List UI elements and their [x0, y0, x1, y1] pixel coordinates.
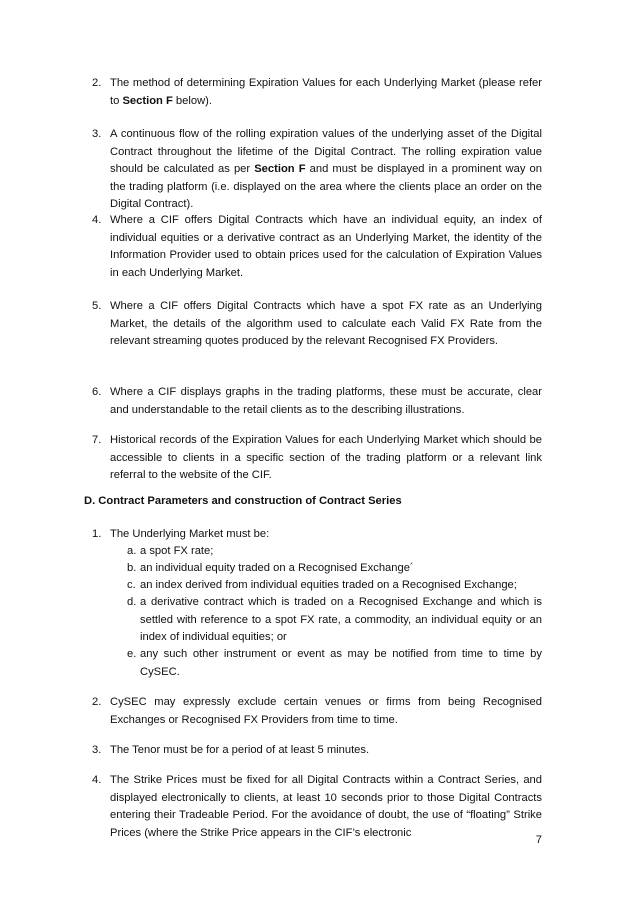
text-run: The Tenor must be for a period of at least 5 minutes. [110, 744, 370, 756]
item-text [110, 432, 542, 485]
section-heading: D. Contract Parameters and construction of Contract Series [84, 495, 402, 507]
text-run: The Strike Prices must be fixed for all Digital Contracts within a Contract Series, and displayed electronically to clients, at least 10 seconds prior to those Digital Contracts entering their Tradeable Period. For the avoidance of doubt, the use of “floating” Strike Prices (where the Strike Price appears in the CIF’s electronic [110, 774, 542, 839]
sub-item-text: an index derived from individual equities traded on a Recognised Exchange; [140, 579, 517, 591]
item-text [110, 75, 542, 110]
sub-item [127, 577, 542, 595]
list-item [92, 126, 542, 214]
text-run: Where a CIF offers Digital Contracts which have a spot FX rate as an Underlying Market, the details of the algorithm used to calculate each Valid FX Rate from the relevant streaming quotes produced by the relevant Recognised FX Providers. [110, 300, 542, 347]
item-text [110, 212, 542, 282]
list-item [92, 694, 542, 729]
item-text [110, 126, 542, 214]
bold-reference: Section F [254, 163, 306, 175]
item-number: 5. [92, 300, 102, 312]
text-run: CySEC may expressly exclude certain venues or firms from being Recognised Exchanges or Recognised FX Providers from time to time. [110, 696, 542, 726]
text-run: Where a CIF offers Digital Contracts which have an individual equity, an index of individual equities or a derivative contract as an Underlying Market, the identity of the Information Provider used to obtain prices used for the calculation of Expiration Values in each Underlying Market. [110, 214, 542, 279]
page-number: 7 [535, 834, 542, 846]
sub-item-label: d. [127, 596, 137, 608]
sub-item-text: an individual equity traded on a Recognised Exchange´ [140, 562, 414, 574]
item-number: 1. [92, 528, 102, 540]
list-item [92, 742, 542, 760]
sub-item-text: a spot FX rate; [140, 545, 214, 557]
list-item [92, 772, 542, 842]
list-item [92, 384, 542, 419]
item-number: 3. [92, 744, 102, 756]
sub-item [127, 543, 542, 561]
sub-item-label: c. [127, 579, 136, 591]
list-item [92, 432, 542, 485]
item-text [110, 694, 542, 729]
sub-item [127, 560, 542, 578]
item-number: 3. [92, 128, 102, 140]
item-number: 7. [92, 434, 102, 446]
text-run: A continuous flow of the rolling expiration values of the underlying asset of the Digital Contract throughout the lifetime of the Digital Contract. The rolling expiration value should be calculated as per [110, 128, 542, 175]
item-text [110, 384, 542, 419]
text-run: The Underlying Market must be: [110, 528, 270, 540]
list-item [92, 75, 542, 110]
item-number: 4. [92, 214, 102, 226]
text-run: Where a CIF displays graphs in the trading platforms, these must be accurate, clear and understandable to the retail clients as to the describing illustrations. [110, 386, 542, 416]
text-run: Historical records of the Expiration Values for each Underlying Market which should be accessible to clients in a specific section of the trading platform or a relevant link referral to the website of the CIF. [110, 434, 542, 481]
sub-item [127, 646, 542, 681]
item-number: 6. [92, 386, 102, 398]
item-text [110, 742, 542, 760]
sub-item-text: a derivative contract which is traded on a Recognised Exchange and which is settled with reference to a spot FX rate, a commodity, an individual equity or an index of individual equities; or [140, 596, 542, 643]
item-number: 2. [92, 696, 102, 708]
item-number: 2. [92, 77, 102, 89]
text-run: The method of determining Expiration Values for each Underlying Market (please refer to [110, 77, 542, 107]
bold-reference: Section F [122, 94, 173, 107]
list-item [92, 298, 542, 351]
text-run: below). [172, 94, 212, 107]
sub-item-label: a. [127, 545, 137, 557]
sub-item-label: b. [127, 562, 137, 574]
item-text [110, 298, 542, 351]
sub-item-text: any such other instrument or event as may be notified from time to time by CySEC. [140, 648, 542, 678]
text-run: and must be displayed in a prominent way on the trading platform (i.e. displayed on the area where the clients place an order on the Digital Contract). [110, 163, 542, 210]
list-item [92, 526, 542, 544]
item-text [110, 526, 542, 544]
list-item [92, 212, 542, 282]
sub-item-label: e. [127, 648, 137, 660]
sub-item [127, 594, 542, 647]
item-text [110, 772, 542, 842]
item-number: 4. [92, 774, 102, 786]
